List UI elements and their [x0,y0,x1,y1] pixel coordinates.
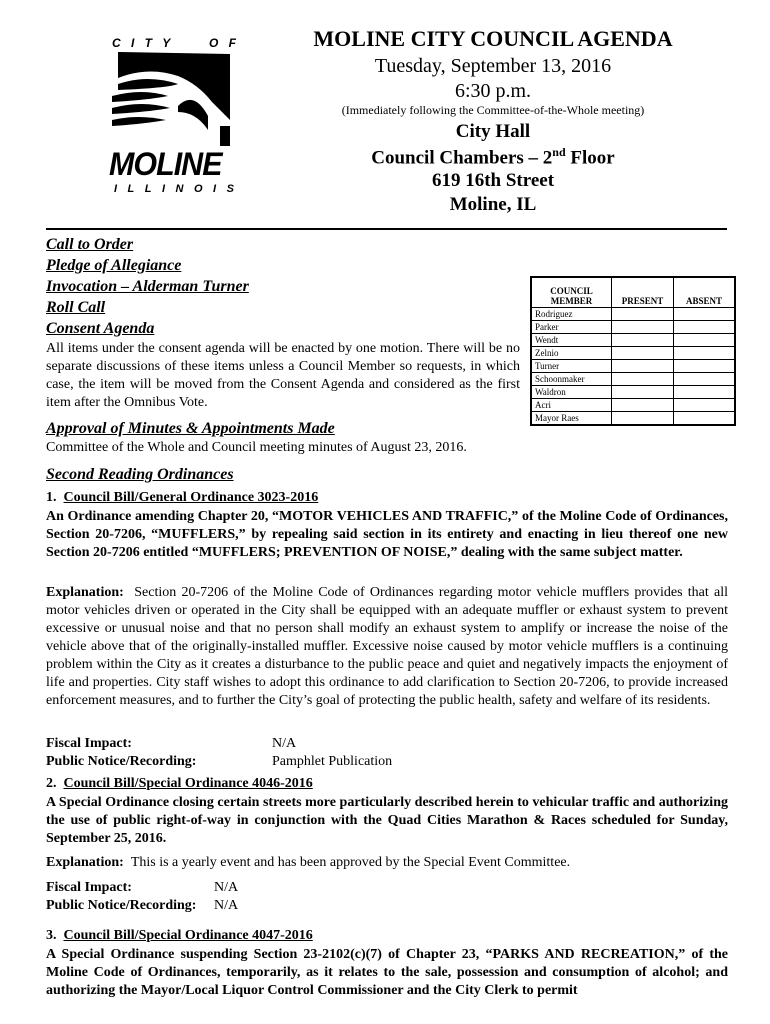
meeting-time: 6:30 p.m. [454,80,532,102]
item-2-title: A Special Ordinance closing certain streets more particularly described herein to vehicular traffic and authorizing the use of public right-of-way in conjunction with the Quad Cities Marathon & Races scheduled for Sunday, September 25, 2016. [46,795,728,846]
table-row: Parker [531,320,735,333]
header-divider [46,228,727,230]
logo-moline-word: MOLINE [109,146,222,182]
pledge-heading: Pledge of Allegiance [46,257,182,274]
item-1-notice: Public Notice/Recording: Pamphlet Publication [46,754,393,769]
item-2-fiscal: Fiscal Impact: N/A [46,880,239,895]
item-2-heading: 2. Council Bill/Special Ordinance 4046-2016 [46,776,313,791]
street-address: 619 16th Street [431,170,555,191]
table-row: Acri [531,398,735,411]
table-row: Turner [531,359,735,372]
table-row: Zelnio [531,346,735,359]
table-row: Waldron [531,385,735,398]
meeting-date: Tuesday, September 13, 2016 [374,55,612,77]
item-3-heading: 3. Council Bill/Special Ordinance 4047-2016 [46,928,313,943]
second-reading-heading: Second Reading Ordinances [46,466,234,483]
item-3-title: A Special Ordinance suspending Section 23-2102(c)(7) of Chapter 23, “PARKS AND RECREATION,” of the Moline Code of Ordinances, temporarily, as it relates to the sale, possession and consumption of alcohol; and authorizing the Mayor/Local Liquor Control Commissioner and the City Clerk to permit [46,947,728,998]
meeting-note: (Immediately following the Committee-of-the-Whole meeting) [341,103,645,117]
roll-call-heading: Roll Call [46,299,106,316]
approval-heading: Approval of Minutes & Appointments Made [46,420,335,437]
table-row: Schoonmaker [531,372,735,385]
item-1-fiscal: Fiscal Impact: N/A [46,736,297,751]
consent-agenda-heading: Consent Agenda [46,320,155,337]
col-council-member: COUNCIL MEMBER [531,277,612,307]
col-present: PRESENT [612,277,674,307]
invocation-heading: Invocation – Alderman Turner [46,278,249,295]
col-absent: ABSENT [674,277,736,307]
venue: City Hall [455,121,531,142]
page-title: MOLINE CITY COUNCIL AGENDA [313,26,673,51]
logo-illinois: I L L I N O I S [114,183,234,195]
moline-logo-icon [108,50,238,150]
approval-text: Committee of the Whole and Council meeting minutes of August 23, 2016. [46,440,467,455]
item-1-heading: 1. Council Bill/General Ordinance 3023-2016 [46,490,319,505]
chambers: Council Chambers – 2nd Floor [371,145,615,169]
item-1-title: An Ordinance amending Chapter 20, “MOTOR VEHICLES AND TRAFFIC,” of the Moline Code of Ordinances, Section 20-7206, “MUFFLERS,” by repealing said section in its entirety and enacting in lieu thereof one new Section 20-7206 entitled “MUFFLERS; PREVENTION OF NOISE,” dealing with the same subject matter. [46,509,728,560]
item-1-explanation: Explanation: Section 20-7206 of the Moline Code of Ordinances regarding motor vehicle mufflers provides that all motor vehicles driven or operated in the City shall be equipped with an adequate muffler or exhaust system to prevent excessive or unusual noise and that no person shall modify an exhaust system to amplify or increase the noise of the vehicle above that of the originally-installed muffler. Excessive noise caused by motor vehicle mufflers is a continuing problem within the City as it creates a disturbance to the public peace and quiet and negatively impacts the enjoyment of life and properties. City staff wishes to adopt this ordinance to add clarification to Section 20-7206, to provide increased enforcement measures, and to further the City’s goal of protecting the public health, safety and welfare of its residents. [46,585,728,708]
consent-agenda-text: All items under the consent agenda will be enacted by one motion. There will be no separate discussions of these items unless a Council Member so requests, in which case, the item will be moved from the Consent Agenda and considered as the first item after the Omnibus Vote. [46,341,520,410]
table-row: Wendt [531,333,735,346]
city-address: Moline, IL [449,194,537,215]
table-row: Mayor Raes [531,411,735,425]
item-2-explanation: Explanation: This is a yearly event and has been approved by the Special Event Committee. [46,855,571,870]
item-2-notice: Public Notice/Recording: N/A [46,898,239,913]
roll-call-table [530,276,736,426]
logo-city-of: C I T Y O F [112,36,236,50]
table-row: Rodriguez [531,307,735,320]
call-to-order-heading: Call to Order [46,236,134,253]
